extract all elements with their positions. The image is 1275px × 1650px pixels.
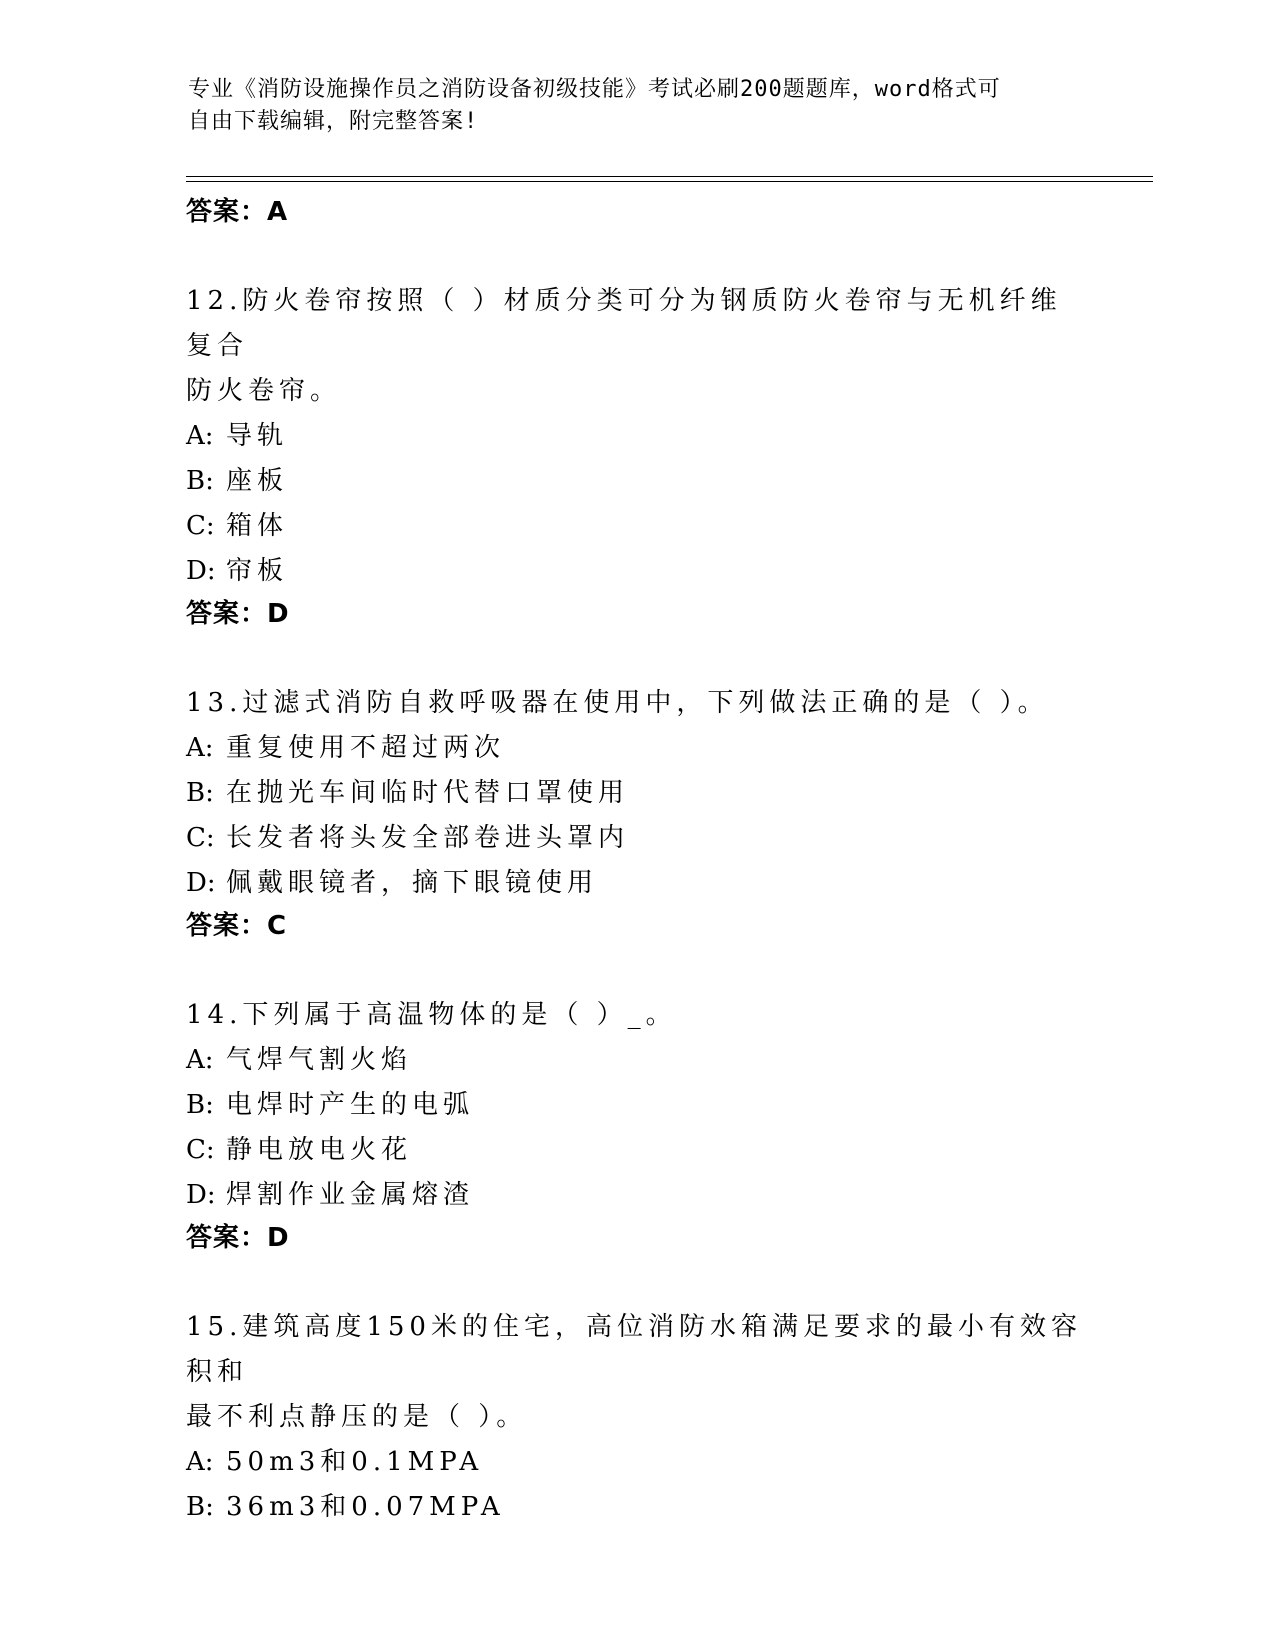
- header-divider-bottom: [186, 181, 1153, 182]
- option-label: B:: [186, 778, 214, 808]
- header-line-2: 自由下载编辑，附完整答案!: [188, 109, 479, 134]
- option-text: 座板: [226, 466, 289, 496]
- option-a: [186, 414, 1086, 459]
- question-text: [186, 681, 1086, 726]
- option-text: 静电放电火花: [226, 1135, 413, 1165]
- question-15: [186, 1305, 1086, 1530]
- document-header: [188, 74, 1088, 138]
- option-label: A:: [186, 733, 214, 763]
- question-text: [186, 279, 1086, 414]
- option-text: 气焊气割火焰: [226, 1045, 413, 1075]
- question-text-line: 最不利点静压的是（ ）。: [186, 1402, 528, 1432]
- header-divider-top: [186, 176, 1153, 177]
- option-a: [186, 726, 1086, 771]
- option-text: 导轨: [226, 421, 289, 451]
- question-list: [186, 192, 1086, 1530]
- option-label: B:: [186, 1492, 214, 1522]
- option-b: [186, 1485, 1086, 1530]
- option-text: 佩戴眼镜者，摘下眼镜使用: [226, 868, 599, 898]
- option-label: C:: [186, 511, 215, 541]
- question-text: [186, 993, 1086, 1038]
- answer-line: 答案：D: [186, 1223, 290, 1253]
- option-label: C:: [186, 823, 215, 853]
- question-13: [186, 681, 1086, 946]
- question-text-line: 防火卷帘。: [186, 376, 342, 406]
- option-text: 长发者将头发全部卷进头罩内: [226, 823, 630, 853]
- header-line-1: 专业《消防设施操作员之消防设备初级技能》考试必刷200题题库，word格式可: [188, 77, 1001, 102]
- option-d: [186, 549, 1086, 594]
- option-a: [186, 1038, 1086, 1083]
- option-b: [186, 1083, 1086, 1128]
- question-text-line: 15.建筑高度150米的住宅，高位消防水箱满足要求的最小有效容积和: [186, 1312, 1082, 1387]
- option-text: 帘板: [226, 556, 289, 586]
- option-label: B:: [186, 466, 214, 496]
- option-label: A:: [186, 1447, 214, 1477]
- option-text: 电焊时产生的电弧: [226, 1090, 475, 1120]
- option-a: [186, 1440, 1086, 1485]
- option-c: [186, 1128, 1086, 1173]
- question-text: [186, 1305, 1086, 1440]
- option-text: 50m3和0.1MPA: [226, 1447, 484, 1477]
- option-b: [186, 459, 1086, 504]
- option-text: 重复使用不超过两次: [226, 733, 506, 763]
- option-text: 在抛光车间临时代替口罩使用: [226, 778, 630, 808]
- question-12: [186, 279, 1086, 634]
- option-label: B:: [186, 1090, 214, 1120]
- option-label: C:: [186, 1135, 215, 1165]
- option-text: 36m3和0.07MPA: [226, 1492, 505, 1522]
- question-text-line: 13.过滤式消防自救呼吸器在使用中，下列做法正确的是（ ）。: [186, 688, 1049, 718]
- option-label: D:: [186, 868, 216, 898]
- option-label: D:: [186, 1180, 216, 1210]
- option-label: D:: [186, 556, 216, 586]
- option-b: [186, 771, 1086, 816]
- option-label: A:: [186, 421, 214, 451]
- option-text: 箱体: [226, 511, 289, 541]
- option-label: A:: [186, 1045, 214, 1075]
- option-c: [186, 816, 1086, 861]
- option-d: [186, 861, 1086, 906]
- option-text: 焊割作业金属熔渣: [226, 1180, 475, 1210]
- question-text-line: 14.下列属于高温物体的是（ ）_。: [186, 1000, 677, 1030]
- answer-line: 答案：D: [186, 599, 290, 629]
- question-14: [186, 993, 1086, 1258]
- question-text-line: 12.防火卷帘按照（ ）材质分类可分为钢质防火卷帘与无机纤维复合: [186, 286, 1062, 361]
- option-c: [186, 504, 1086, 549]
- option-d: [186, 1173, 1086, 1218]
- answer-line: 答案：A: [186, 197, 289, 227]
- answer-line: 答案：C: [186, 911, 288, 941]
